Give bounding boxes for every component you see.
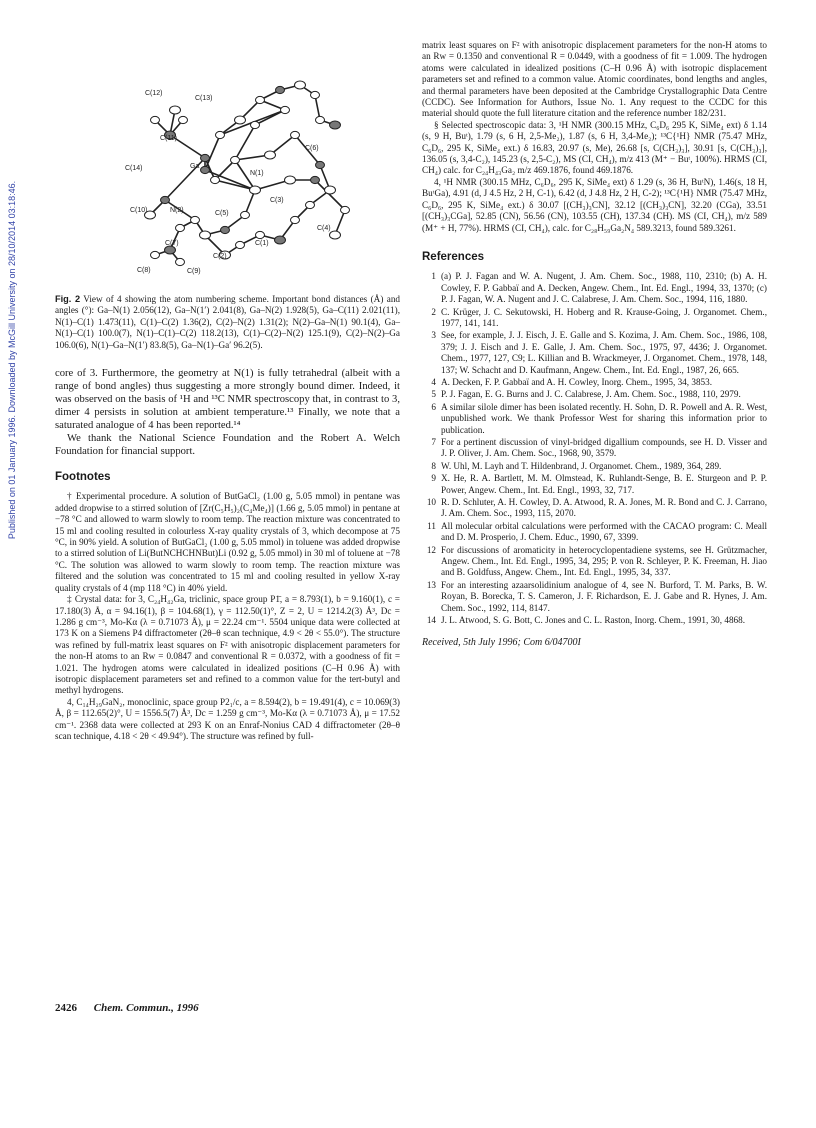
- references-heading: References: [422, 250, 485, 263]
- atom-ellipsoid: [191, 216, 200, 223]
- reference-text: A. Decken, F. P. Gabbaï and A. H. Cowley, Inorg. Chem., 1995, 34, 3853.: [441, 376, 713, 387]
- atom-ellipsoid: [281, 106, 290, 113]
- atom-ellipsoid: [221, 226, 230, 233]
- atom-ellipsoid: [251, 121, 260, 128]
- download-watermark: [0, 80, 20, 640]
- reference-text: See, for example, J. J. Eisch, J. E. Galle and S. Kozima, J. Am. Chem. Soc., 1986, 108, 379; J. J. Eisch and J. E. Galle, J. Am. Chem. Soc., 1975, 97, 4436; J. Organomet. Chem., 1977, 127, C9; L. Killian and B. Wrackmeyer, J. Organomet. Chem., 1978, 148, 137; W. Schacht and D. Kaufmann, Angew. Chem., Int. Ed. Engl., 1987, 26, 665.: [441, 330, 767, 375]
- figure-caption-text: View of 4 showing the atom numbering scheme. Important bond distances (Å) and angles (°): Ga–N(1) 2.056(12), Ga–N(1′) 2.041(8), Ga–N(2) 1.928(5), Ga–C(11) 2.021(11), N(1)–C(1) 1.473(11), C(1)–C(2) 1.36(2), C(2)–N(2) 1.31(2); N(2)–Ga–N(1) 90.1(4), Ga–N(1)–C(1) 100.0(7), N(1)–C(1)–C(2) 118.2(13), C(1)–C(2)–N(2) 125.1(9), C(2)–N(2)–Ga 106.0(6), N(1)–Ga–N(1′) 83.8(5), Ga–N(1)–Ga′ 96.2(5).: [55, 294, 401, 350]
- atom-ellipsoid: [295, 81, 306, 89]
- reference-item: [422, 580, 767, 614]
- footnotes-heading: Footnotes: [55, 471, 111, 484]
- reference-text: All molecular orbital calculations were performed with the CACAO program: C. Meall and D. M. Prosperio, J. Chem. Educ., 1990, 67, 3399.: [441, 520, 767, 543]
- reference-number: 11: [427, 520, 436, 531]
- reference-text: (a) P. J. Fagan and W. A. Nugent, J. Am. Chem. Soc., 1988, 110, 2310; (b) A. H. Cowley, F. P. Gabbaï and A. Decken, Angew. Chem., Int. Ed. Engl., 1994, 33, 1370; (c) P. J. Fagan, W. A. Nugent and J. C. Calabrese, J. Am. Chem. Soc., 1994, 116, 1880.: [441, 271, 767, 305]
- atom-ellipsoid: [165, 246, 176, 254]
- reference-number: 2: [431, 306, 436, 317]
- atom-label: C(14): [125, 165, 143, 172]
- reference-item: [422, 473, 767, 496]
- footnote-crystal-data-4: 4, C₁₄H₂₉GaN₂, monoclinic, space group P2₁/c, a = 8.594(2), b = 19.491(4), c = 10.069(3) Å, β = 112.65(2)°, U = 1556.5(7) Å³, Dc = 1.259 g cm⁻³, Mo-Kα (λ = 0.71073 Å), μ = 17.52 cm⁻¹. 2368 data were collected at 293 K on an Enraf-Nonius CAD 4 diffractometer (2θ–θ scan technique, 4.18 < 2θ < 49.94°). The structure was refined by full-: [55, 696, 400, 741]
- reference-number: 7: [431, 437, 436, 447]
- reference-number: 6: [431, 401, 436, 412]
- footnote-experimental: † Experimental procedure. A solution of ButGaCl₂ (1.00 g, 5.05 mmol) in pentane was added dropwise to a stirred solution of [Zr(C₅H₅)₂(C₄Me₄)] (1.66 g, 5.05 mmol) in pentane at −78 °C and allowed to warm slowly to room temp. The reaction mixture was concentrated to 15 ml and cooling resulted in colourless X-ray quality crystals of 3, which decompose at 75 °C, in 90% yield. A solution of ButGaCl₂ (1.00 g, 5.05 mmol) in toluene was added dropwise to a stirred solution of Li(ButNCHCHNBut)Li (0.92 g, 5.05 mmol) in 30 ml of toluene at −78 °C. The solution was allowed to warm slowly to room temp. The reaction mixture was filtered and the solution was concentrated to 15 ml and cooling resulted in yellow X-ray quality crystals of 4 (mp 118 °C) in 40% yield.: [55, 491, 400, 593]
- atom-label: C(12): [145, 90, 163, 97]
- reference-text: W. Uhl, M. Layh and T. Hildenbrand, J. Organomet. Chem., 1989, 364, 289.: [441, 460, 722, 471]
- reference-item: [422, 497, 767, 520]
- atom-label: C(7): [165, 240, 179, 247]
- atom-label: C(4): [317, 225, 331, 232]
- atom-label: N(1): [250, 170, 264, 177]
- reference-item: [422, 521, 767, 544]
- molecule-diagram: [55, 40, 400, 290]
- atom-ellipsoid: [235, 116, 246, 124]
- received-line: Received, 5th July 1996; Com 6/04700I: [422, 636, 581, 648]
- reference-number: 10: [426, 497, 436, 508]
- reference-number: 8: [431, 460, 436, 471]
- atom-ellipsoid: [291, 131, 300, 138]
- page-number: 2426: [55, 1002, 77, 1014]
- body-paragraph-1: core of 3. Furthermore, the geometry at N(1) is fully tetrahedral (albeit with a range of bond angles) thus suggesting a more strongly bound dimer. Indeed, it was observed on the basis of ¹H and ¹³C NMR spectroscopy that, in contrast to 3, dimer 4 persists in solution at ambient temperature.¹³ Finally, we note that a saturated analogue of 4 has been reported.¹⁴: [55, 368, 400, 432]
- atom-label: C(8): [137, 267, 151, 274]
- atom-label: C(5): [215, 210, 229, 217]
- journal-name: Chem. Commun., 1996: [93, 1002, 199, 1014]
- footnote-continuation: matrix least squares on F² with anisotropic displacement parameters for the non-H atoms to an Rw = 0.1350 and conventional R = 0.0449, with a goodness of fit = 1.009. The hydrogen atoms were calculated in idealized positions (C–H 0.96 Å) with isotropic displacement parameters set and refined to a common value. Atomic coordinates, bond lengths and angles, and thermal parameters have been deposited at the Cambridge Crystallographic Data Centre (CCDC). See Information for Authors, Issue No. 1. Any request to the CCDC for this material should quote the full literature citation and the reference number 182/231.: [422, 40, 767, 119]
- left-column: [55, 40, 400, 742]
- atom-ellipsoid: [316, 116, 325, 123]
- reference-text: R. D. Schluter, A. H. Cowley, D. A. Atwood, R. A. Jones, M. R. Bond and C. J. Carrano, J. Am. Chem. Soc., 1993, 115, 2070.: [441, 497, 767, 519]
- atom-ellipsoid: [325, 186, 336, 194]
- atom-ellipsoid: [211, 176, 220, 183]
- reference-number: 3: [431, 330, 436, 341]
- atom-label: C(9): [187, 268, 201, 275]
- atom-ellipsoid: [176, 258, 185, 265]
- atom-ellipsoid: [200, 231, 211, 239]
- reference-item: [422, 461, 767, 472]
- footnote-spectroscopic-4: 4, ¹H NMR (300.15 MHz, C₆D₆, 295 K, SiMe₄ ext) δ 1.29 (s, 36 H, BuᵗN), 1.46(s, 18 H, BuᵗGa), 4.91 (d, J 4.5 Hz, 2 H, C-1), 6.42 (d, J 4.8 Hz, 2 H, C-2); ¹³C{¹H} NMR (75.47 MHz, C₆D₆, 295 K, SiMe₄ ext.) δ 30.07 [(CH₃)₃CN], 32.12 [(CH₃)₃CN], 32.20 (CGa), 33.51 [(CH₃)₃CGa], 52.85 (CN), 56.56 (CN), 103.55 (CH), 137.34 (CH). MS (CI, CH₄), m/z 589 (M⁺ + H, 77%). HRMS (CI, CH₄), calc. for C₂₈H₅₉Ga₂N₄ 589.3213, found 589.3261.: [422, 176, 767, 233]
- atom-ellipsoid: [201, 166, 210, 173]
- atom-label: C(1): [255, 240, 269, 247]
- atom-ellipsoid: [201, 154, 210, 161]
- atom-ellipsoid: [330, 121, 341, 129]
- atom-label: C(3): [270, 197, 284, 204]
- reference-item: [422, 389, 767, 400]
- atom-ellipsoid: [306, 201, 315, 208]
- atom-ellipsoid: [170, 106, 181, 114]
- footnote-crystal-data: ‡ Crystal data: for 3, C₂₄H₄₂Ga, triclinic, space group P1̄, a = 8.793(1), b = 9.160(1), c = 17.180(3) Å, α = 94.16(1), β = 104.68(1), γ = 112.50(1)°, Z = 2, U = 1214.2(3) Å³, Dc = 1.286 g cm⁻³, Mo-Kα (λ = 0.71073 Å), μ = 22.24 cm⁻¹. 5504 unique data were collected at 173 K on a Siemens P4 diffractometer (2θ–θ scan technique, 4.9 < 2θ < 55.0°). The structure was refined by full-matrix least squares on F² with anisotropic displacement parameters for the non-H atoms to an Rw = 0.0847 and conventional R = 0.0372, with a goodness of fit = 1.021. The hydrogen atoms were calculated in idealized positions (C–H 0.96 Å) with isotropic displacement parameters set and refined to a common value for the tert-butyl and methyl hydrogens.: [55, 594, 400, 696]
- acknowledgement: We thank the National Science Foundation and the Robert A. Welch Foundation for financial support.: [55, 433, 400, 458]
- atom-ellipsoid: [250, 186, 261, 194]
- reference-text: For an interesting azaarsolidinium analogue of 4, see N. Burford, T. M. Parks, B. W. Royan, B. Borecka, T. S. Cameron, J. F. Richardson, E. J. Gabe and R. Hynes, J. Am. Chem. Soc., 1992, 114, 8147.: [441, 579, 767, 613]
- reference-text: For discussions of aromaticity in heterocyclopentadiene systems, see H. Grützmacher, Angew. Chem., Int. Ed. Engl., 1995, 34, 295; P. von R. Schleyer, P. K. Freeman, H. Jiao and B. Goldfuss, Angew. Chem., Int. Ed. Engl., 1995, 34, 337.: [441, 544, 767, 578]
- reference-item: [422, 402, 767, 436]
- reference-item: [422, 615, 767, 626]
- atom-ellipsoid: [176, 224, 185, 231]
- atom-ellipsoid: [256, 231, 265, 238]
- reference-text: C. Krüger, J. C. Sekutowski, H. Hoberg and R. Krause-Going, J. Organomet. Chem., 1977, 141, 141.: [441, 306, 767, 328]
- download-watermark-text: Published on 01 January 1996. Downloaded by McGill University on 28/10/2014 03:18:46.: [7, 180, 17, 540]
- atom-ellipsoid: [275, 236, 286, 244]
- footnote-spectroscopic-3: § Selected spectroscopic data: 3, ¹H NMR (300.15 MHz, C₆D₆ 295 K, SiMe₄ ext) δ 1.14 (s, 9 H, Buᵗ), 1.79 (s, 6 H, 2,5-Me₂), 1.87 (s, 6 H, 3,4-Me₂); ¹³C{¹H} NMR (75.47 MHz, C₆D₆, 295 K, SiMe₄ ext.) δ 16.83, 20.97 (s, Me), 26.68 [s, C(CH₃)₃], 30.91 [s, C(CH₃)₃], 136.05 (s, 3,4-C₂), 145.23 (s, 2,5-C₂), MS (CI, CH₄), m/z 413 (M⁺ − Buᵗ, 100%). HRMS (CI, CH₄) calc. for C₂₄H₄₃Ga₂ m/z 469.1876, found 469.1876.: [422, 119, 767, 176]
- bond-line: [205, 135, 220, 170]
- reference-item: [422, 271, 767, 305]
- atom-ellipsoid: [161, 196, 170, 203]
- figure-caption: [55, 294, 400, 351]
- atom-ellipsoid: [285, 176, 296, 184]
- atom-ellipsoid: [256, 96, 265, 103]
- reference-text: P. J. Fagan, E. G. Burns and J. C. Calabrese, J. Am. Chem. Soc., 1988, 110, 2979.: [441, 389, 741, 400]
- reference-number: 13: [426, 579, 436, 590]
- atom-ellipsoid: [179, 116, 188, 123]
- atom-ellipsoid: [311, 176, 320, 183]
- reference-number: 9: [431, 473, 436, 484]
- reference-text: For a pertinent discussion of vinyl-bridged digallium compounds, see H. D. Visser and J. P. Oliver, J. Am. Chem. Soc., 1968, 90, 3579.: [441, 437, 767, 459]
- atom-ellipsoid: [236, 241, 245, 248]
- reference-text: A similar silole dimer has been isolated recently. H. Sohn, D. R. Powell and A. R. West, unpublished work. We thank Professor West for sharing this information prior to publication.: [441, 401, 767, 435]
- right-column: [422, 40, 767, 648]
- atom-ellipsoid: [276, 86, 285, 93]
- reference-number: 12: [426, 544, 436, 555]
- reference-item: [422, 330, 767, 376]
- reference-item: [422, 307, 767, 330]
- bond-line: [315, 180, 345, 210]
- reference-number: 1: [431, 271, 436, 282]
- atom-label: C(2): [213, 253, 227, 260]
- reference-text: X. He, R. A. Bartlett, M. M. Olmstead, K. Ruhlandt-Senge, B. E. Sturgeon and P. P. Power, Angew. Chem., Int. Ed. Engl., 1993, 32, 717.: [441, 473, 767, 495]
- atom-ellipsoid: [316, 161, 325, 168]
- reference-item: [422, 377, 767, 388]
- atom-label: Ga: [190, 163, 200, 170]
- atom-label: C(13): [195, 95, 213, 102]
- footnotes-continued: [422, 40, 767, 234]
- reference-item: [422, 437, 767, 460]
- reference-number: 4: [431, 376, 436, 387]
- atom-ellipsoid: [231, 156, 240, 163]
- atom-ellipsoid: [151, 251, 160, 258]
- atom-ellipsoid: [341, 206, 350, 213]
- atom-ellipsoid: [216, 131, 225, 138]
- reference-item: [422, 545, 767, 579]
- body-text: [55, 367, 400, 458]
- reference-number: 14: [426, 615, 436, 626]
- atom-label: C(10): [130, 207, 148, 214]
- atom-label: N(2): [170, 207, 184, 214]
- reference-text: J. L. Atwood, S. G. Bott, C. Jones and C. L. Raston, Inorg. Chem., 1991, 30, 4868.: [441, 615, 746, 626]
- bond-line: [235, 125, 255, 160]
- figure-2: [55, 40, 400, 290]
- atom-ellipsoid: [330, 231, 341, 239]
- atom-ellipsoid: [311, 91, 320, 98]
- atom-label: C(6): [305, 145, 319, 152]
- atom-ellipsoid: [291, 216, 300, 223]
- atom-ellipsoid: [151, 116, 160, 123]
- atom-ellipsoid: [241, 211, 250, 218]
- references-list: [422, 271, 767, 626]
- atom-ellipsoid: [265, 151, 276, 159]
- footnotes: [55, 491, 400, 742]
- reference-number: 5: [431, 389, 436, 400]
- atom-label: C(11): [160, 135, 177, 142]
- page-footer: [55, 1002, 199, 1014]
- figure-caption-label: Fig. 2: [55, 294, 81, 304]
